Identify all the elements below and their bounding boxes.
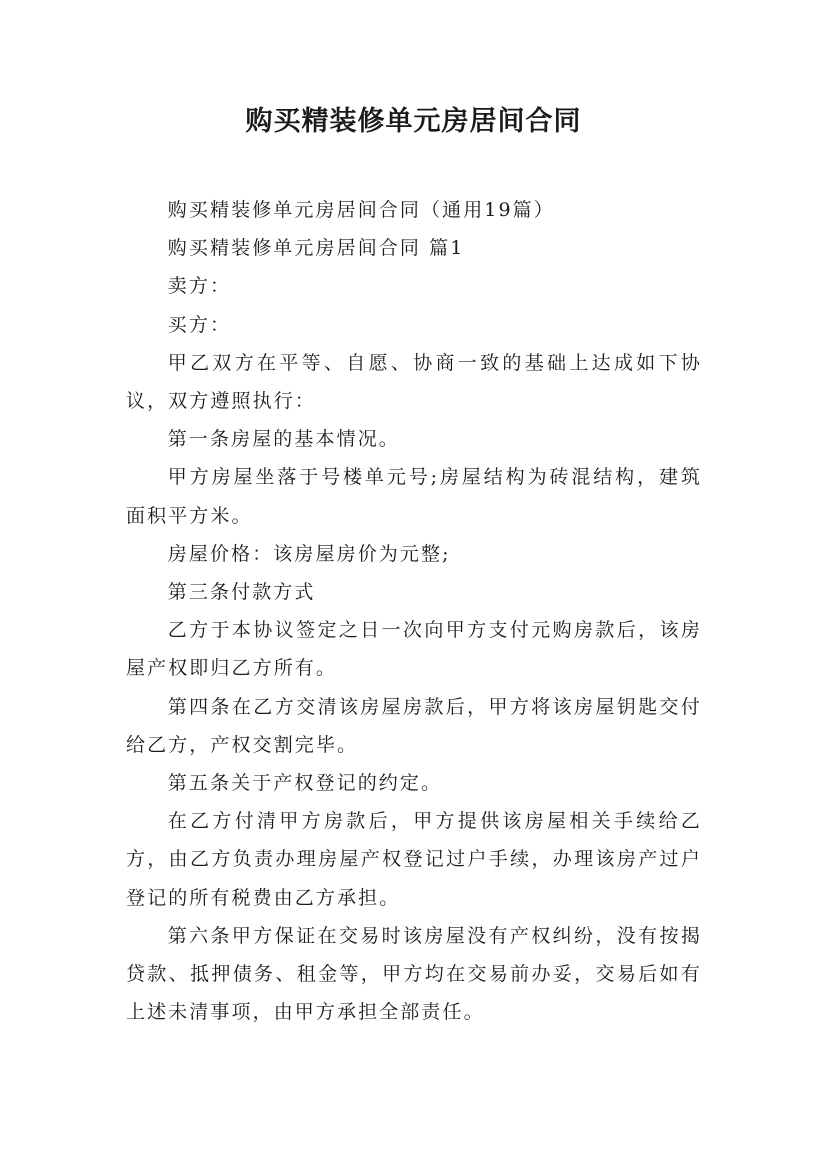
paragraph-article-1: 第一条房屋的基本情况。 [167, 428, 400, 451]
paragraph-section-heading: 购买精装修单元房居间合同 篇1 [167, 237, 465, 260]
paragraph-agreement-intro: 甲乙双方在平等、自愿、协商一致的基础上达成如下协议，双方遵照执行： [126, 351, 702, 413]
paragraph-article-6: 第六条甲方保证在交易时该房屋没有产权纠纷，没有按揭贷款、抵押债务、租金等，甲方均在交易前办妥，交易后如有上述未清事项，由甲方承担全部责任。 [126, 924, 702, 1024]
paragraph-property-location: 甲方房屋坐落于号楼单元号;房屋结构为砖混结构，建筑面积平方米。 [126, 466, 702, 527]
paragraph-payment: 乙方于本协议签定之日一次向甲方支付元购房款后，该房屋产权即归乙方所有。 [126, 619, 702, 680]
paragraph-article-5: 第五条关于产权登记的约定。 [167, 772, 443, 795]
paragraph-subtitle: 购买精装修单元房居间合同（通用19篇） [167, 199, 555, 221]
document-body [126, 191, 702, 1031]
paragraph-article-4: 第四条在乙方交清该房屋房款后，甲方将该房屋钥匙交付给乙方，产权交割完毕。 [126, 695, 702, 756]
paragraph-registration: 在乙方付清甲方房款后，甲方提供该房屋相关手续给乙方，由乙方负责办理房屋产权登记过户手续，办理该房产过户登记的所有税费由乙方承担。 [126, 810, 702, 909]
document-title: 购买精装修单元房居间合同 [245, 106, 582, 137]
paragraph-article-3: 第三条付款方式 [167, 581, 316, 604]
paragraph-seller: 卖方： [167, 275, 232, 298]
paragraph-property-price: 房屋价格：该房屋房价为元整; [167, 542, 451, 565]
paragraph-buyer: 买方： [167, 313, 232, 336]
